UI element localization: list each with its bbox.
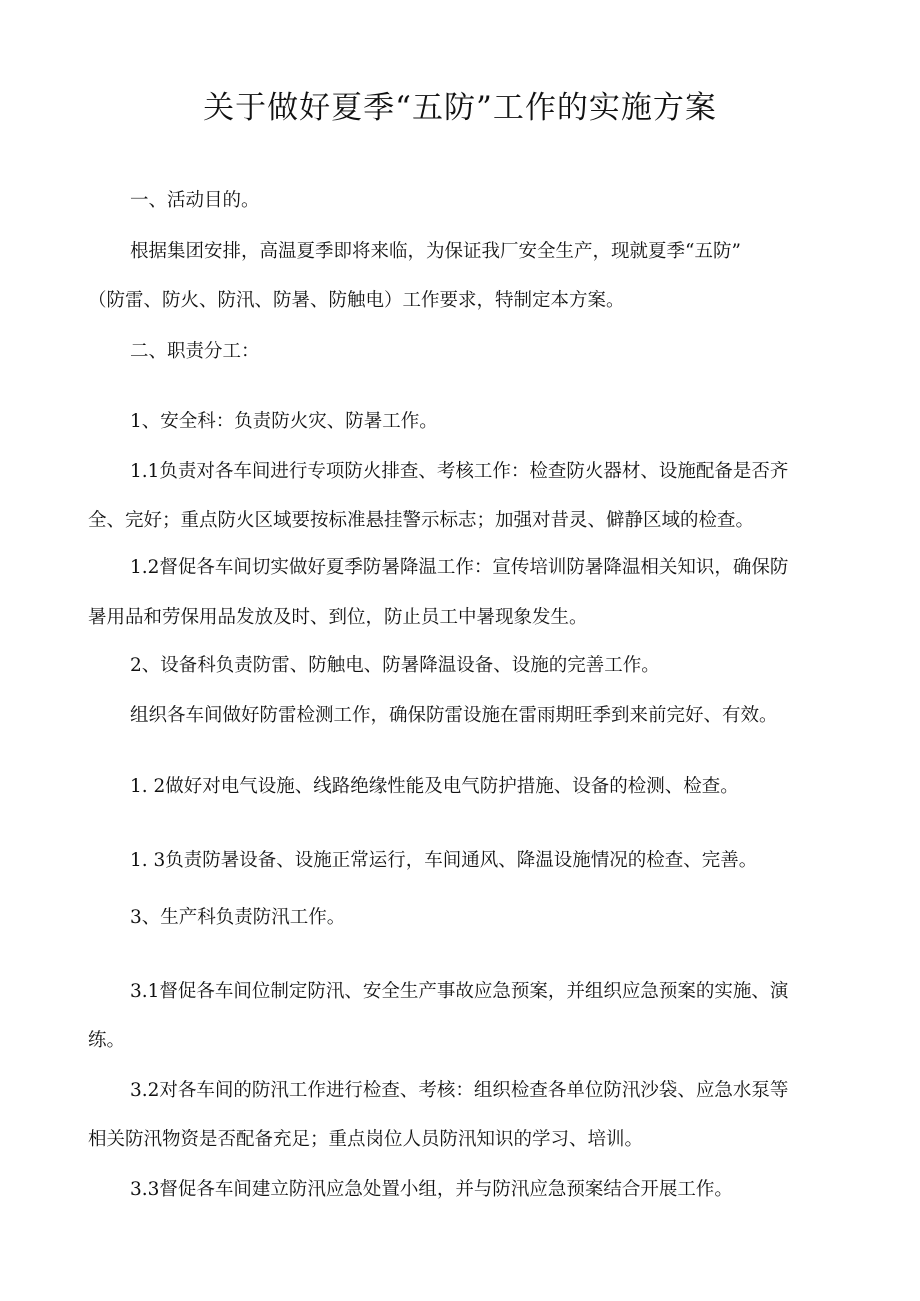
document-title: 关于做好夏季“五防”工作的实施方案 — [203, 90, 717, 126]
paragraph-line: 1. 3负责防暑设备、设施正常运行，车间通风、降温设施情况的检查、完善。 — [130, 850, 758, 871]
paragraph-line: 根据集团安排，高温夏季即将来临，为保证我厂安全生产，现就夏季“五防” — [130, 241, 741, 262]
paragraph-line: 暑用品和劳保用品发放及时、到位，防止员工中暑现象发生。 — [88, 607, 588, 628]
item-heading: 2、设备科负责防雷、防触电、防暑降温设备、设施的完善工作。 — [130, 655, 660, 676]
paragraph-line: 1.1负责对各车间进行专项防火排查、考核工作：检查防火器材、设施配备是否齐 — [130, 461, 789, 482]
paragraph-line: 组织各车间做好防雷检测工作，确保防雷设施在雷雨期旺季到来前完好、有效。 — [130, 705, 778, 726]
paragraph-line: 1. 2做好对电气设施、线路绝缘性能及电气防护措施、设备的检测、检查。 — [130, 776, 739, 797]
item-heading: 3、生产科负责防汛工作。 — [130, 907, 346, 928]
paragraph-line: 全、完好；重点防火区域要按标准悬挂警示标志；加强对昔灵、僻静区域的检查。 — [88, 510, 755, 531]
paragraph-line: 练。 — [88, 1030, 126, 1051]
paragraph-line: 3.2对各车间的防汛工作进行检查、考核：组织检查各单位防汛沙袋、应急水泵等 — [130, 1080, 789, 1101]
section-heading-purpose: 一、活动目的。 — [130, 190, 260, 211]
item-heading: 1、安全科：负责防火灾、防暑工作。 — [130, 411, 438, 432]
paragraph-line: 相关防汛物资是否配备充足；重点岗位人员防汛知识的学习、培训。 — [88, 1129, 644, 1150]
paragraph-line: 3.3督促各车间建立防汛应急处置小组，并与防汛应急预案结合开展工作。 — [130, 1179, 733, 1200]
section-heading-responsibilities: 二、职责分工： — [130, 341, 260, 362]
paragraph-line: 3.1督促各车间位制定防汛、安全生产事故应急预案，并组织应急预案的实施、演 — [130, 981, 789, 1002]
paragraph-line: （防雷、防火、防汛、防暑、防触电）工作要求，特制定本方案。 — [88, 290, 625, 311]
paragraph-line: 1.2督促各车间切实做好夏季防暑降温工作：宣传培训防暑降温相关知识，确保防 — [130, 557, 789, 578]
